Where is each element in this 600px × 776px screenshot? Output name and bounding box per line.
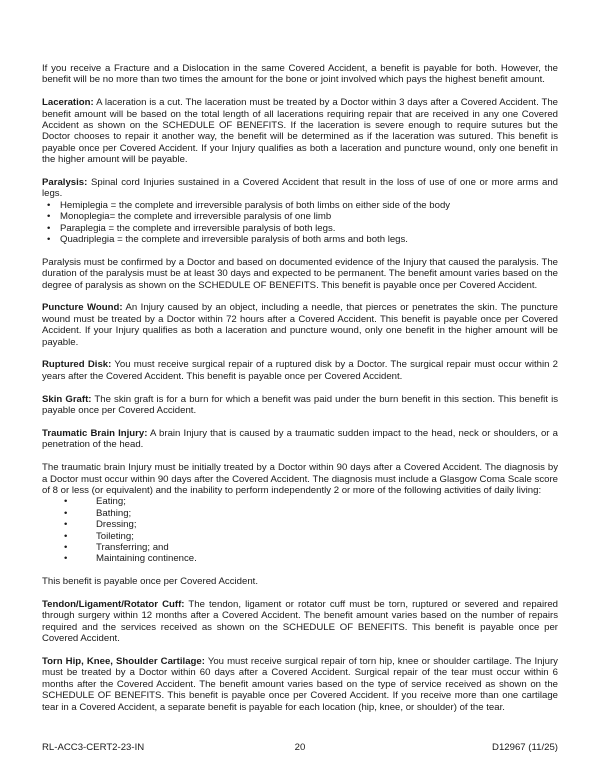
term-ruptured-disk: Ruptured Disk:	[42, 359, 112, 371]
term-traumatic-brain-injury: Traumatic Brain Injury:	[42, 427, 148, 439]
paragraph-paralysis	[42, 177, 558, 200]
paragraph-skin-graft	[42, 394, 558, 417]
list-item-bathing: • Bathing;	[42, 508, 558, 519]
footer-page-number: 20	[294, 742, 306, 753]
term-skin-graft: Skin Graft:	[42, 393, 92, 405]
term-tendon-ligament-rotator-cuff: Tendon/Ligament/Rotator Cuff:	[42, 598, 185, 610]
paragraph-tbi-treatment: The traumatic brain Injury must be initially treated by a Doctor within 90 days after a Covered Accident. The diagnosis by a Doctor must occur within 90 days after the Covered Accident. The diagnosis must include a Glasgow Coma Scale score of 8 or less (or equivalent) and the inability to perform independently 2 or more of the following activities of daily living:	[42, 462, 558, 496]
definition-laceration: A laceration is a cut. The laceration must be treated by a Doctor within 3 days after a Covered Accident. The benefit amount will be based on the total length of all lacerations requiring repair that are received in any one Covered Accident as shown on the SCHEDULE OF BENEFITS. If the laceration is severe enough to require sutures but the Doctor chooses to repair it another way, the benefit will be determined as if the laceration was sutured. This benefit is payable once per Covered Accident. If your Injury qualifies as both a laceration and puncture wound, only one benefit in the higher amount will be payable.	[42, 97, 559, 166]
list-item-hemiplegia: • Hemiplegia = the complete and irreversible paralysis of both limbs on either side of the body	[42, 200, 558, 211]
paragraph-ruptured-disk	[42, 359, 558, 382]
footer-document-code: D12967 (11/25)	[492, 742, 558, 753]
list-item-maintaining-continence: • Maintaining continence.	[42, 553, 558, 564]
daily-living-activities-list	[42, 496, 558, 564]
paragraph-tbi-payable: This benefit is payable once per Covered Accident.	[42, 576, 258, 588]
paragraph-puncture-wound	[42, 302, 558, 348]
list-item-paraplegia: • Paraplegia = the complete and irreversible paralysis of both legs.	[42, 223, 558, 234]
paragraph-tendon-ligament-rotator-cuff	[42, 599, 558, 645]
term-torn-cartilage: Torn Hip, Knee, Shoulder Cartilage:	[42, 655, 205, 667]
definition-skin-graft: The skin graft is for a burn for which a benefit was paid under the burn benefit in this section. This benefit is payable once per Covered Accident.	[42, 393, 558, 417]
paragraph-fracture-dislocation: If you receive a Fracture and a Dislocation in the same Covered Accident, a benefit is payable for both. However, the benefit will be no more than two times the amount for the bone or joint involved which pays the highest benefit amount.	[42, 63, 558, 86]
paragraph-torn-cartilage	[42, 656, 558, 713]
footer-form-number: RL-ACC3-CERT2-23-IN	[42, 742, 145, 753]
list-item-toileting: • Toileting;	[42, 531, 558, 542]
list-item-transferring: • Transferring; and	[42, 542, 558, 553]
definition-torn-cartilage: You must receive surgical repair of torn hip, knee or shoulder cartilage. The Injury must be treated by a Doctor within 60 days after a Covered Accident. Surgical repair of the tear must occur within 6 months after the Covered Accident. The benefit amount varies based on the type of service received as shown on the SCHEDULE OF BENEFITS. This benefit is payable once per Covered Accident. If you receive more than one cartilage tear in a Covered Accident, a separate benefit is payable for each location (hip, knee, or shoulder) of the tear.	[42, 655, 558, 713]
paragraph-paralysis-confirmation: Paralysis must be confirmed by a Doctor and based on documented evidence of the Injury that caused the paralysis. The duration of the paralysis must be at least 30 days and expected to be permanent. The benefit amount varies based on the degree of paralysis as shown on the SCHEDULE OF BENEFITS. This benefit is payable once per Covered Accident.	[42, 256, 558, 291]
page-content	[42, 63, 558, 724]
list-item-quadriplegia: • Quadriplegia = the complete and irreversible paralysis of both arms and both legs.	[42, 234, 558, 245]
term-laceration: Laceration:	[42, 97, 94, 109]
definition-tendon-ligament-rotator-cuff: The tendon, ligament or rotator cuff must be torn, ruptured or severed and repaired through surgery within 12 months after a Covered Accident. The benefit amount varies based on the number of repairs required and the services received as shown on the SCHEDULE OF BENEFITS. This benefit is payable once per Covered Accident.	[42, 598, 558, 645]
list-item-monoplegia: • Monoplegia= the complete and irreversible paralysis of one limb	[42, 211, 558, 222]
page-footer	[42, 742, 558, 753]
definition-puncture-wound: An Injury caused by an object, including a needle, that pierces or penetrates the skin. The puncture wound must be treated by a Doctor within 72 hours after a Covered Accident. This benefit is payable once per Covered Accident. If your Injury qualifies as both a laceration and puncture wound, only one benefit in the higher amount will be payable.	[42, 302, 559, 348]
paragraph-laceration	[42, 97, 558, 165]
term-puncture-wound: Puncture Wound:	[42, 302, 123, 314]
definition-ruptured-disk: You must receive surgical repair of a ruptured disk by a Doctor. The surgical repair must occur within 2 years after the Covered Accident. This benefit is payable once per Covered Accident.	[42, 359, 558, 382]
definition-traumatic-brain-injury: A brain Injury that is caused by a traumatic sudden impact to the head, neck or shoulders, or a penetration of the head.	[42, 427, 558, 451]
paragraph-traumatic-brain-injury	[42, 428, 558, 451]
list-item-dressing: • Dressing;	[42, 519, 558, 530]
paralysis-types-list	[42, 200, 558, 246]
definition-paralysis: Spinal cord Injuries sustained in a Covered Accident that result in the loss of use of one or more arms and legs.	[42, 177, 559, 200]
term-paralysis: Paralysis:	[42, 177, 88, 189]
list-item-eating: • Eating;	[42, 496, 558, 507]
